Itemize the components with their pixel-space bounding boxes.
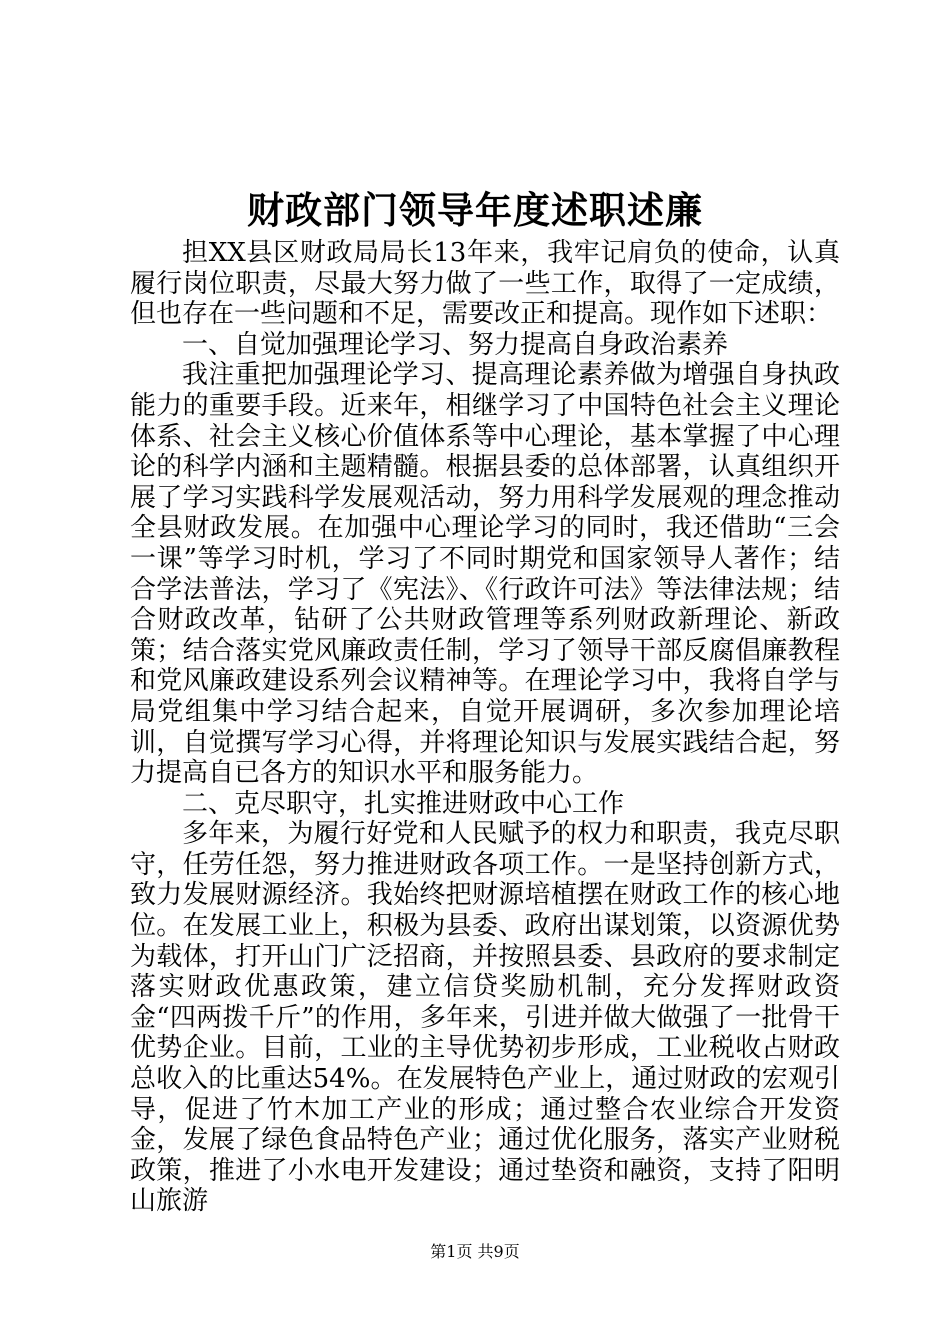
document-title: 财政部门领导年度述职述廉: [247, 188, 703, 232]
section-2-paragraph: 多年来，为履行好党和人民赋予的权力和职责，我克尽职守，任劳任怨，努力推进财政各项工作。一是坚持创新方式，致力发展财源经济。我始终把财源培植摆在财政工作的核心地位。在发展工业上，积极为县委、政府出谋划策，以资源优势为载体，打开山门广泛招商，并按照县委、县政府的要求制定落实财政优惠政策，建立信贷奖励机制，充分发挥财政资金“四两拨千斤”的作用，多年来，引进并做大做强了一批骨干优势企业。目前，工业的主导优势初步形成，工业税收占财政总收入的比重达54%。在发展特色产业上，通过财政的宏观引导，促进了竹木加工产业的形成；通过整合农业综合开发资金，发展了绿色食品特色产业；通过优化服务，落实产业财税政策，推进了小水电开发建设；通过垫资和融资，支持了阳明山旅游: [130, 819, 840, 1217]
section-heading-1: 一、自觉加强理论学习、努力提高自身政治素养: [182, 329, 729, 360]
section-1-paragraph: 我注重把加强理论学习、提高理论素养做为增强自身执政能力的重要手段。近来年，相继学习了中国特色社会主义理论体系、社会主义核心价值体系等中心理论，基本掌握了中心理论的科学内涵和主题精髓。根据县委的总体部署，认真组织开展了学习实践科学发展观活动，努力用科学发展观的理念推动全县财政发展。在加强中心理论学习的同时，我还借助“三会一课”等学习时机，学习了不同时期党和国家领导人著作；结合学法普法，学习了《宪法》、《行政许可法》等法律法规；结合财政改革，钻研了公共财政管理等系列财政新理论、新政策；结合落实党风廉政责任制，学习了领导干部反腐倡廉教程和党风廉政建设系列会议精神等。在理论学习中，我将自学与局党组集中学习结合起来，自觉开展调研，多次参加理论培训，自觉撰写学习心得，并将理论知识与发展实践结合起，努力提高自已各方的知识水平和服务能力。: [130, 360, 840, 789]
section-heading-2: 二、克尽职守，扎实推进财政中心工作: [182, 788, 625, 819]
document-body: [130, 238, 840, 1217]
page-number: 第1页 共9页: [430, 1242, 520, 1261]
intro-paragraph: 担XX县区财政局局长13年来，我牢记肩负的使命，认真履行岗位职责，尽最大努力做了一些工作，取得了一定成绩，但也存在一些问题和不足，需要改正和提高。现作如下述职：: [130, 238, 840, 330]
